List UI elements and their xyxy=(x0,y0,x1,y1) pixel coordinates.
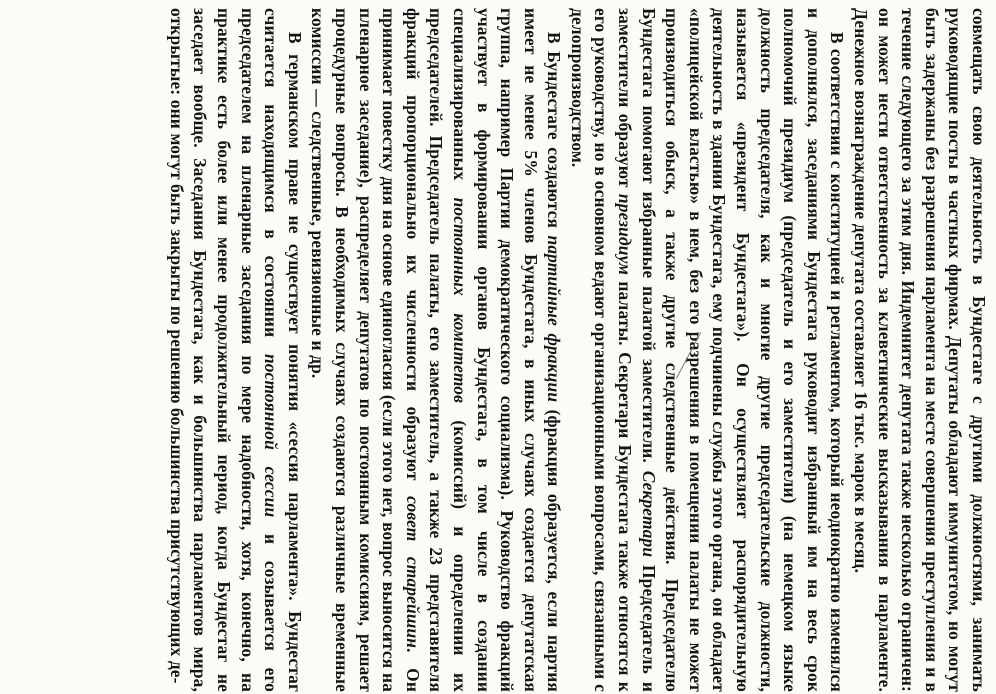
paragraph-session xyxy=(164,8,306,692)
term-secretaries: Секретари xyxy=(638,470,659,558)
paragraph-session-text-b: и созывается его председателем на пленарные заседания по мере надобности, хотя, конечно, на практике есть более или менее продолжительный период, когда Бундестаг не заседает вообще. Заседания Бундестага, как и большинства парламентов мира, открытые: они могут быть закрыты по решению большинства присутствующих де- xyxy=(166,8,282,692)
paragraph-presidium-text-a: В соответствии с конституцией и регламентом, который неоднократно изменялся и дополнялся, заседаниями Бундестага руководит избранный им на весь срок полномочий президиум (председатель и его заместители) (на немецком языке должность председателя, как и многие другие председательские должности, называется «президент Бундестага»). Он осуществляет распорядительную деятельность в здании Бундестага, ему подчинены службы этого органа, он обладает «полицейской властью» в нем, без его разрешения в помещении палаты не может производиться обыск, а также другие следственные действия. Председателю Бундестага помогают избранные палатой заместители. xyxy=(638,8,848,692)
term-presidium: президиум xyxy=(615,193,636,276)
paragraph-factions-text-a: В Бундестаге создаются xyxy=(544,32,565,236)
paragraph-presidium-text-c: палаты. Секретари Бундестага также относятся к его руководству, но в основном ведают организационными вопросами, связанными с делопроизводством. xyxy=(567,8,636,692)
paragraph-factions-text-d: . Он принимает повестку дня на основе единогласия (если этого нет, вопрос выносится на пленарное заседание), распределяет депутатов по постоянным комиссиям, решает процедурные вопросы. В необходимых случаях создаются различные временные комиссии — следственные, ревизионные и др. xyxy=(308,8,423,692)
term-council-of-elders: совет старейшин xyxy=(402,496,423,649)
term-permanent-session: постоянной сессии xyxy=(261,353,282,518)
paragraph-presidium xyxy=(565,8,848,692)
paragraph-factions-text-c: (комиссий) и определении их председателей. Председатель палаты, его заместитель, а также 23 представителя фракций пропорционально их численности образуют xyxy=(402,8,470,692)
paragraph-factions xyxy=(306,8,566,692)
paragraph-presidium-text-b: Председатель и заместители образуют xyxy=(615,8,659,692)
paragraph-factions-text-b: (фракция образуется, если партия имеет не менее 5% членов Бундестага, в иных случаях создается депутатская группа, например Партии демократического социализма). Руководство фракций участвует в формировании органов Бундестага, в том числе в создании специализированных xyxy=(449,8,565,692)
paragraph-deputy-status: совмещать свою деятельность в Бундестаге с другими должностями, занимать руководящие посты в частных фирмах. Депутаты обладают иммунитетом, но могут быть задержаны без разрешения парламента на месте совершения преступления и в течение следующего за этим дня. Индемнитет депутата также несколько ограничен: он может нести ответственность за клеветнические высказывания в парламенте. Денежное вознаграждение депутата составляет 16 тыс. марок в месяц. xyxy=(851,8,989,692)
term-standing-committees: постоянных комитетов xyxy=(449,197,470,404)
paragraph-session-text-a: В германском праве не существует понятия «сессия парламента». Бундестаг считается находящимся в состоянии xyxy=(261,8,305,692)
term-party-factions: партийные фракции xyxy=(544,235,565,403)
